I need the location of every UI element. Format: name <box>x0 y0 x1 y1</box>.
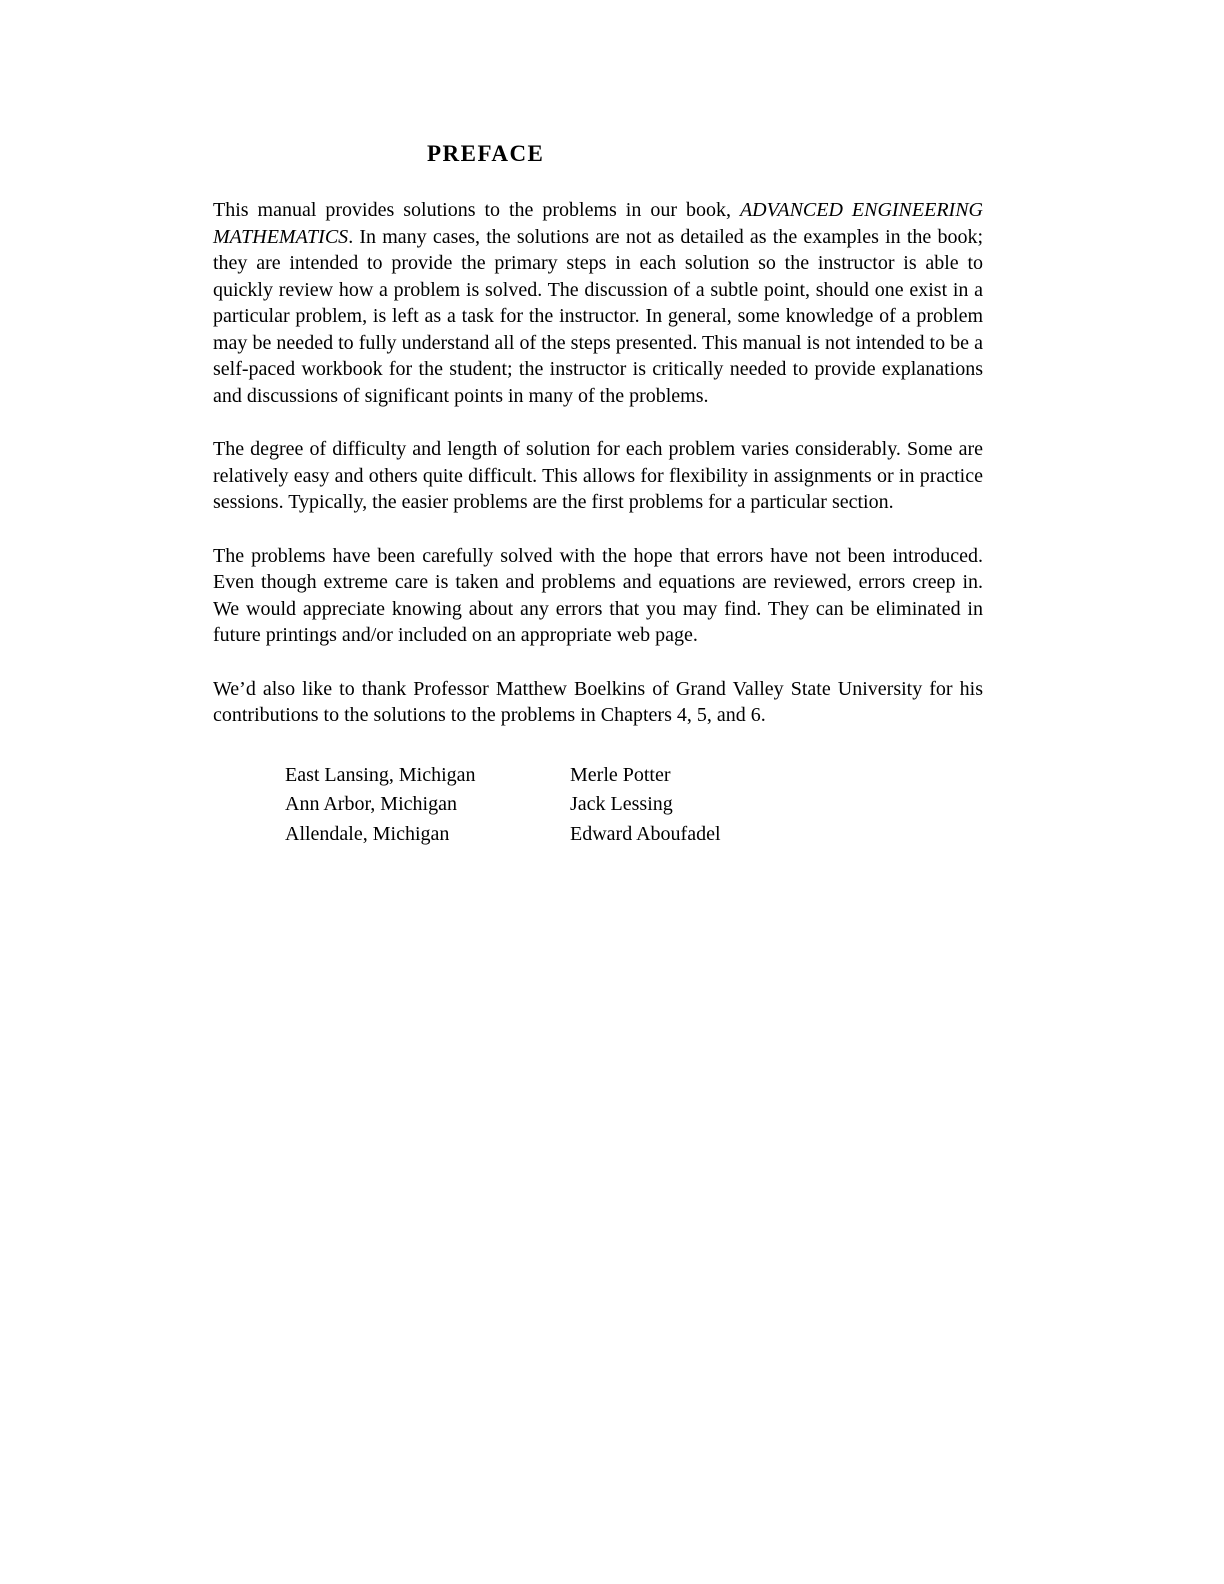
signature-location: Allendale, Michigan <box>285 822 450 845</box>
paragraph-1 <box>213 197 983 409</box>
signature-name: Edward Aboufadel <box>570 822 721 845</box>
document-page <box>213 141 983 849</box>
paragraph-1-book-title: ADVANCED ENGINEERING MATHEMATICS <box>213 199 983 248</box>
signature-row <box>285 761 983 791</box>
signature-row <box>285 820 983 850</box>
signature-name: Jack Lessing <box>570 793 673 815</box>
signature-name: Merle Potter <box>570 763 671 786</box>
paragraph-1-text-before: This manual provides solutions to the problems in our book, <box>213 199 740 221</box>
paragraph-4: We’d also like to thank Professor Matthew Boelkins of Grand Valley State University for his contributions to the solutions to the problems in Chapters 4, 5, and 6. <box>213 677 983 726</box>
paragraph-1-text-after: . In many cases, the solutions are not as detailed as the examples in the book; they are intended to provide the primary steps in each solution so the instructor is able to quickly review how a problem is solved. The discussion of a subtle point, should one exist in a particular problem, is left as a task for the instructor. In general, some knowledge of a problem may be needed to fully understand all of the steps presented. This manual is not intended to be a self-paced workbook for the student; the instructor is critically needed to provide explanations and discussions of significant points in many of the problems. <box>213 225 983 407</box>
signature-location: East Lansing, Michigan <box>285 763 476 786</box>
paragraph-2: The degree of difficulty and length of solution for each problem varies considerably. Some are relatively easy and others quite difficult. This allows for flexibility in assignments or in practice sessions. Typically, the easier problems are the first problems for a particular section. <box>213 438 983 513</box>
signature-row <box>285 790 983 820</box>
signature-block <box>285 761 983 850</box>
paragraph-3: The problems have been carefully solved with the hope that errors have not been introduced. Even though extreme care is taken and problems and equations are reviewed, errors creep in. We would appreciate knowing about any errors that you may find. They can be eliminated in future printings and/or included on an appropriate web page. <box>213 544 983 646</box>
signature-location: Ann Arbor, Michigan <box>285 793 457 815</box>
page-title: PREFACE <box>427 141 545 166</box>
